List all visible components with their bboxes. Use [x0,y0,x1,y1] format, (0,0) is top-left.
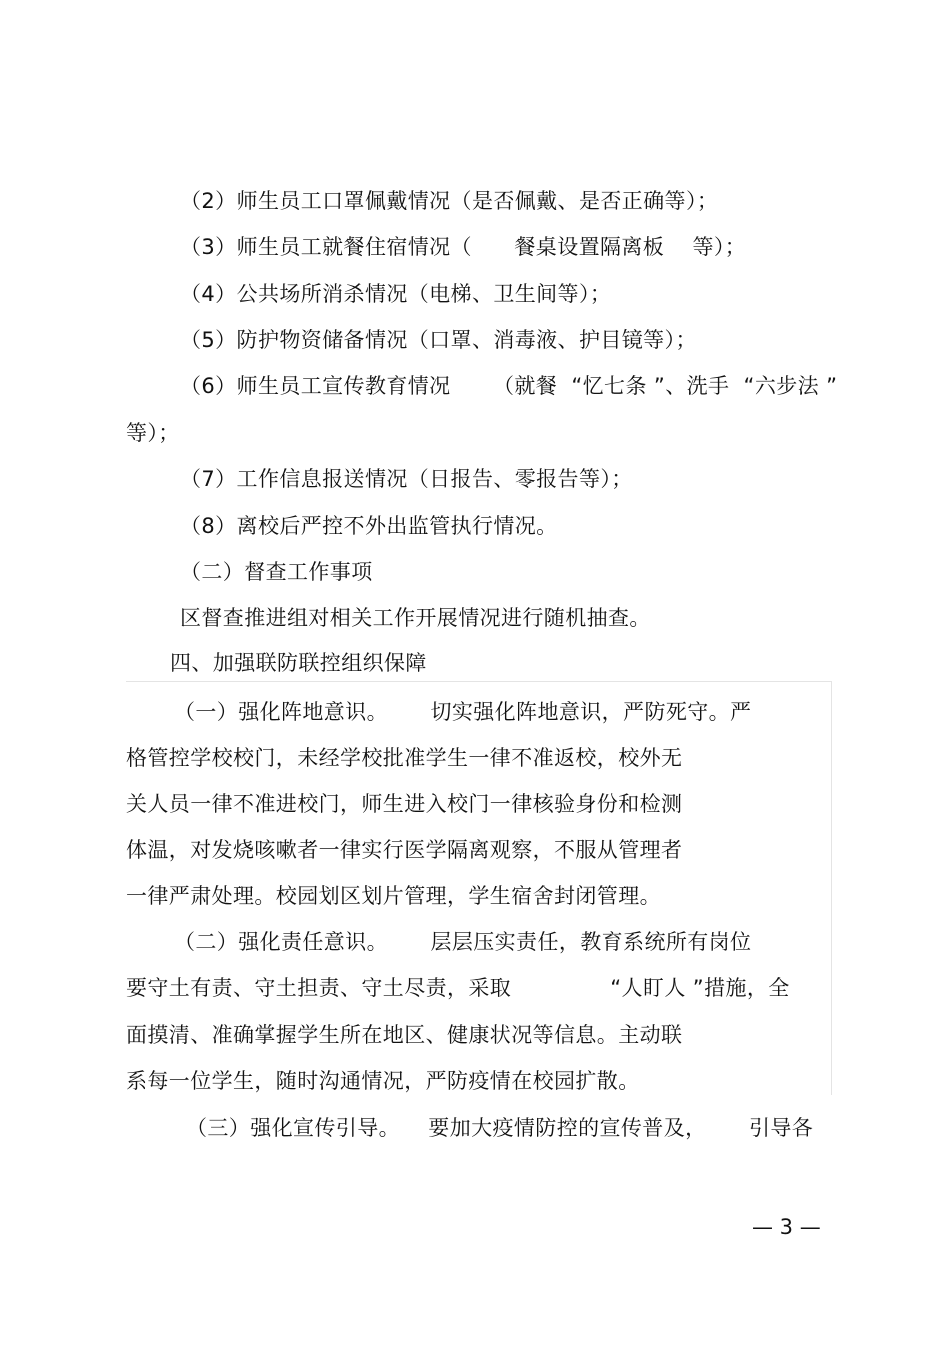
paragraph-line: （5）防护物资储备情况（口罩、消毒液、护目镜等）； [180,328,697,352]
paragraph-line: 一律严肃处理。校园划区划片管理，学生宿舍封闭管理。 [126,884,661,908]
paragraph-line: （二）强化责任意识。 层层压实责任，教育系统所有岗位 [174,930,752,954]
page-number: — 3 — [752,1215,821,1239]
paragraph-line: 系每一位学生，随时沟通情况，严防疫情在校园扩散。 [126,1069,640,1093]
paragraph-line: 要守土有责、守土担责、守土尽责，采取 “人盯人 ”措施，全 [126,976,790,1000]
paragraph-line: （6）师生员工宣传教育情况 （就餐 “忆七条 ”、洗手 “六步法 ” [180,374,838,398]
section-heading: （二）督查工作事项 [180,560,373,584]
paragraph-line: 面摸清、准确掌握学生所在地区、健康状况等信息。主动联 [126,1023,683,1047]
paragraph-line: 格管控学校校门，未经学校批准学生一律不准返校，校外无 [126,746,683,770]
paragraph-line: （7）工作信息报送情况（日报告、零报告等）； [180,467,633,491]
paragraph-line: （8）离校后严控不外出监管执行情况。 [180,514,558,538]
section-heading: 四、加强联防联控组织保障 [170,651,427,675]
paragraph-line: 区督查推进组对相关工作开展情况进行随机抽查。 [180,606,651,630]
paragraph-line: （一）强化阵地意识。 切实强化阵地意识，严防死守。严 [174,700,752,724]
paragraph-line: 体温，对发烧咳嗽者一律实行医学隔离观察，不服从管理者 [126,838,683,862]
paragraph-line: 等）； [126,421,180,445]
paragraph-line: 关人员一律不准进校门，师生进入校门一律核验身份和检测 [126,792,683,816]
paragraph-line: （2）师生员工口罩佩戴情况（是否佩戴、是否正确等）； [180,189,719,213]
paragraph-line: （3）师生员工就餐住宿情况（ 餐桌设置隔离板 等）； [180,235,747,259]
paragraph-line: （三）强化宣传引导。 要加大疫情防控的宣传普及， 引导各 [186,1116,814,1140]
paragraph-line: （4）公共场所消杀情况（电梯、卫生间等）； [180,282,612,306]
